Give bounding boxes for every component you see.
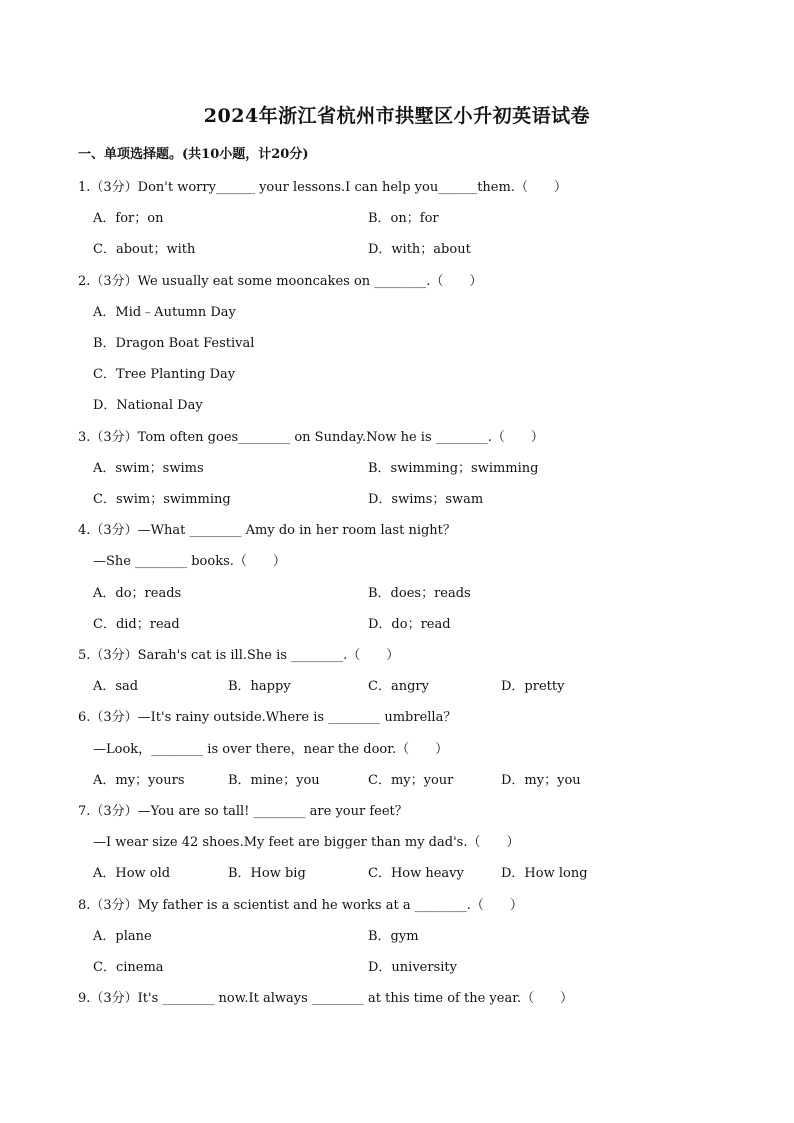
question-3-option-a: A．swim；swims xyxy=(93,461,204,476)
question-3-option-b: B．swimming；swimming xyxy=(368,461,539,476)
question-6-option-c: C．my；your xyxy=(368,773,454,788)
question-3-option-c: C．swim；swimming xyxy=(93,492,231,507)
question-2-option-a: A．Mid﹣Autumn Day xyxy=(93,305,236,320)
question-3-stem: 3.（3分）Tom often goes________ on Sunday.Now he is ________.（ ） xyxy=(78,430,544,445)
question-2-option-c: C．Tree Planting Day xyxy=(93,367,236,382)
question-2-option-d: D．National Day xyxy=(93,398,203,413)
question-8-option-c: C．cinema xyxy=(93,960,164,975)
question-1-option-b: B．on；for xyxy=(368,211,439,226)
question-4-line-2: —She ________ books.（ ） xyxy=(93,554,286,569)
question-1-option-c: C．about；with xyxy=(93,242,196,257)
question-7-stem: 7.（3分）—You are so tall! ________ are your feet？ xyxy=(78,804,408,819)
question-1-stem: 1.（3分）Don't worry______ your lessons.I can help you______them.（ ） xyxy=(78,180,567,195)
question-6-line-2: —Look，________ is over there，near the door.（ ） xyxy=(93,742,449,757)
section-heading: 一、单项选择题。(共10小题，计20分) xyxy=(78,147,309,162)
question-7-option-a: A．How old xyxy=(93,866,171,881)
question-2-option-b: B．Dragon Boat Festival xyxy=(93,336,255,351)
question-7-line-2: —I wear size 42 shoes.My feet are bigger than my dad's.（ ） xyxy=(93,835,520,850)
question-4-option-a: A．do；reads xyxy=(93,586,182,601)
question-7-option-c: C．How heavy xyxy=(368,866,464,881)
question-7-option-b: B．How big xyxy=(228,866,306,881)
question-6-option-a: A．my；yours xyxy=(93,773,185,788)
question-8-option-b: B．gym xyxy=(368,929,419,944)
question-6-stem: 6.（3分）—It's rainy outside.Where is ________ umbrella？ xyxy=(78,710,457,725)
question-5-option-a: A．sad xyxy=(93,679,139,694)
question-1-option-a: A．for；on xyxy=(93,211,164,226)
question-2-stem: 2.（3分）We usually eat some mooncakes on ________.（ ） xyxy=(78,274,483,289)
question-4-option-b: B．does；reads xyxy=(368,586,471,601)
question-9-stem: 9.（3分）It's ________ now.It always ________ at this time of the year.（ ） xyxy=(78,991,574,1006)
question-3-option-d: D．swims；swam xyxy=(368,492,484,507)
page-title: 2024年浙江省杭州市拱墅区小升初英语试卷 xyxy=(203,105,591,127)
question-5-option-b: B．happy xyxy=(228,679,291,694)
question-1-option-d: D．with；about xyxy=(368,242,471,257)
question-7-option-d: D．How long xyxy=(501,866,588,881)
question-5-stem: 5.（3分）Sarah's cat is ill.She is ________.（ ） xyxy=(78,648,400,663)
question-8-stem: 8.（3分）My father is a scientist and he works at a ________.（ ） xyxy=(78,898,523,913)
question-8-option-a: A．plane xyxy=(93,929,152,944)
question-4-option-d: D．do；read xyxy=(368,617,451,632)
question-8-option-d: D．university xyxy=(368,960,457,975)
question-5-option-d: D．pretty xyxy=(501,679,565,694)
question-5-option-c: C．angry xyxy=(368,679,429,694)
question-4-option-c: C．did；read xyxy=(93,617,180,632)
question-4-stem: 4.（3分）—What ________ Amy do in her room last night？ xyxy=(78,523,456,538)
question-6-option-d: D．my；you xyxy=(501,773,581,788)
question-6-option-b: B．mine；you xyxy=(228,773,320,788)
